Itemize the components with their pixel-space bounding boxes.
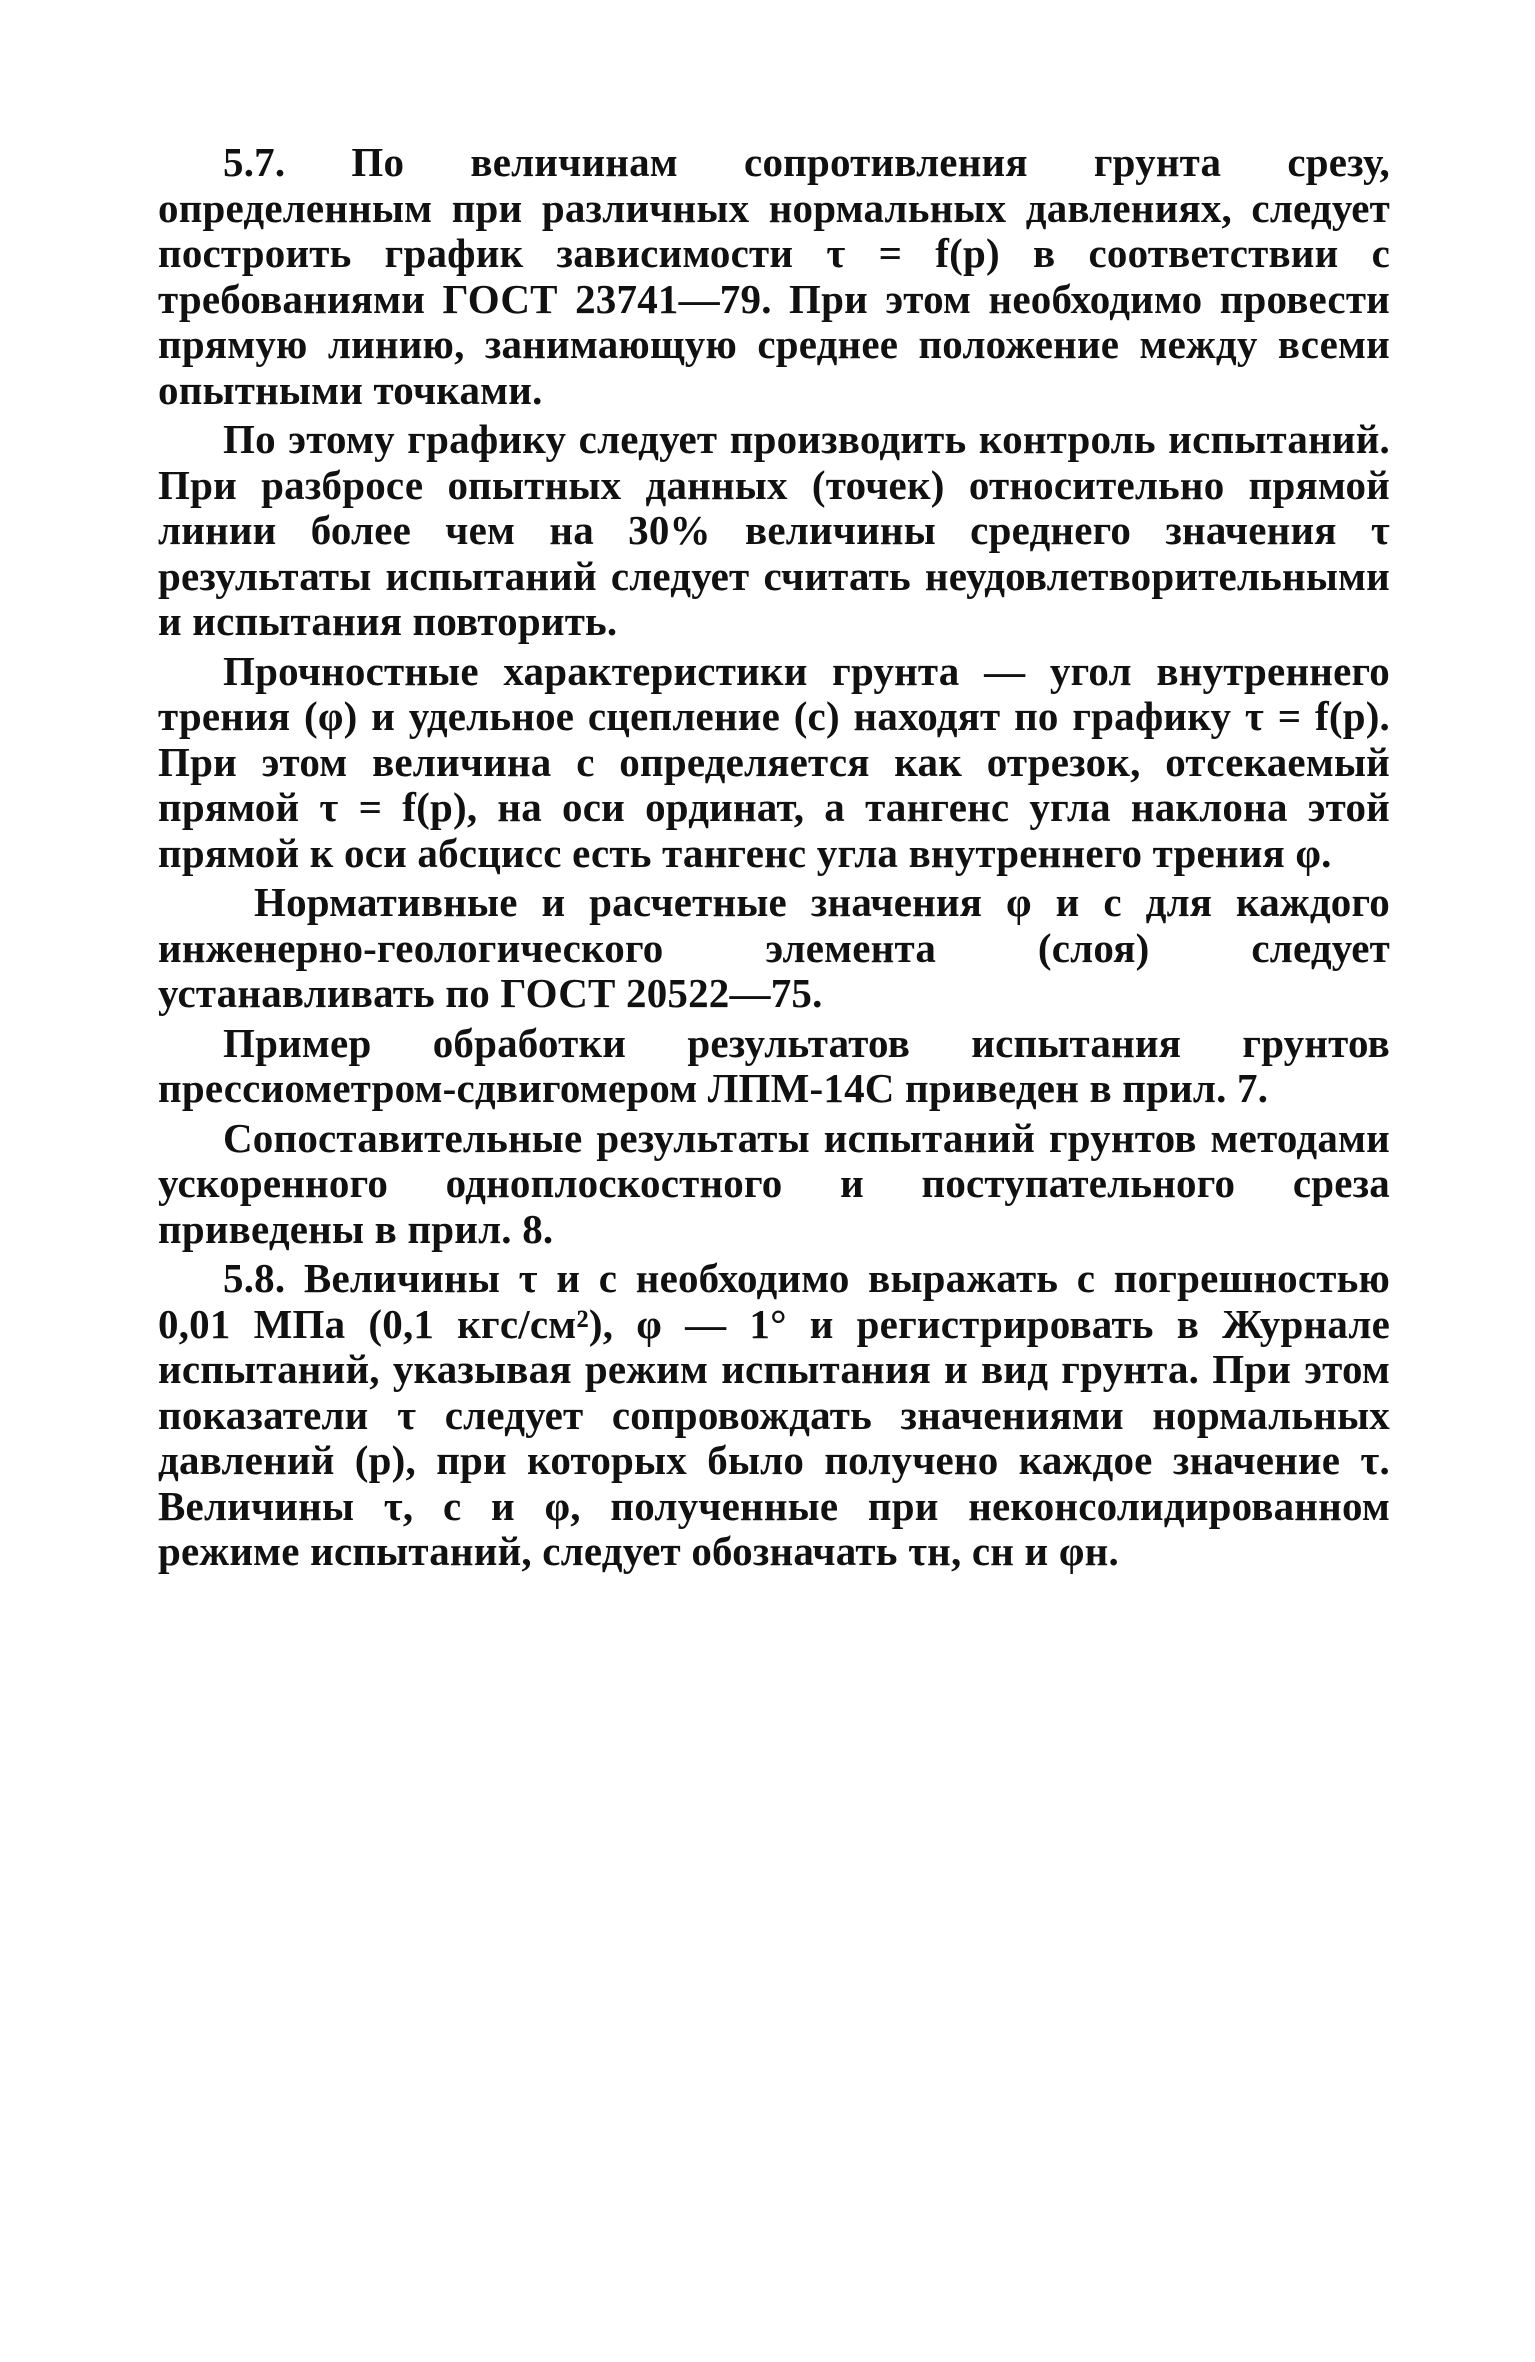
paragraph-graph-control: По этому графику следует производить контроль испытаний. При разбросе опытных данных (точек) относительно прямой линии более чем на 30% величины среднего значения τ результаты испытаний следует считать неудовлетворительными и испытания повторить. [158, 416, 1390, 644]
paragraph-comparative-appendix-8: Сопоставительные результаты испытаний грунтов методами ускоренного одноплоскостного и поступательного среза приведены в прил. 8. [158, 1114, 1390, 1252]
paragraph-example-appendix-7: Пример обработки результатов испытания грунтов прессиометром-сдвигомером ЛПМ-14С приведен в прил. 7. [158, 1019, 1390, 1111]
document-page [158, 140, 1390, 1579]
paragraph-strength-characteristics: Прочностные характеристики грунта — угол внутреннего трения (φ) и удельное сцепление (c) находят по графику τ = f(p). При этом величина c определяется как отрезок, отсекаемый прямой τ = f(p), на оси ординат, а тангенс угла наклона этой прямой к оси абсцисс есть тангенс угла внутреннего трения φ. [158, 647, 1390, 876]
paragraph-5-7: 5.7. По величинам сопротивления грунта срезу, определенным при различных нормальных давлениях, следует построить график зависимости τ = f(p) в соответствии с требованиями ГОСТ 23741—79. При этом необходимо провести прямую линию, занимающую среднее положение между всеми опытными точками. [158, 139, 1390, 413]
paragraph-5-8: 5.8. Величины τ и c необходимо выражать с погрешностью 0,01 МПа (0,1 кгс/см²), φ — 1° и регистрировать в Журнале испытаний, указывая режим испытания и вид грунта. При этом показатели τ следует сопровождать значениями нормальных давлений (p), при которых было получено каждое значение τ. Величины τ, c и φ, полученные при неконсолидированном режиме испытаний, следует обозначать τн, cн и φн. [158, 1255, 1390, 1574]
paragraph-normative-values: Нормативные и расчетные значения φ и c для каждого инженерно-геологического элемента (слоя) следует устанавливать по ГОСТ 20522—75. [158, 879, 1390, 1016]
